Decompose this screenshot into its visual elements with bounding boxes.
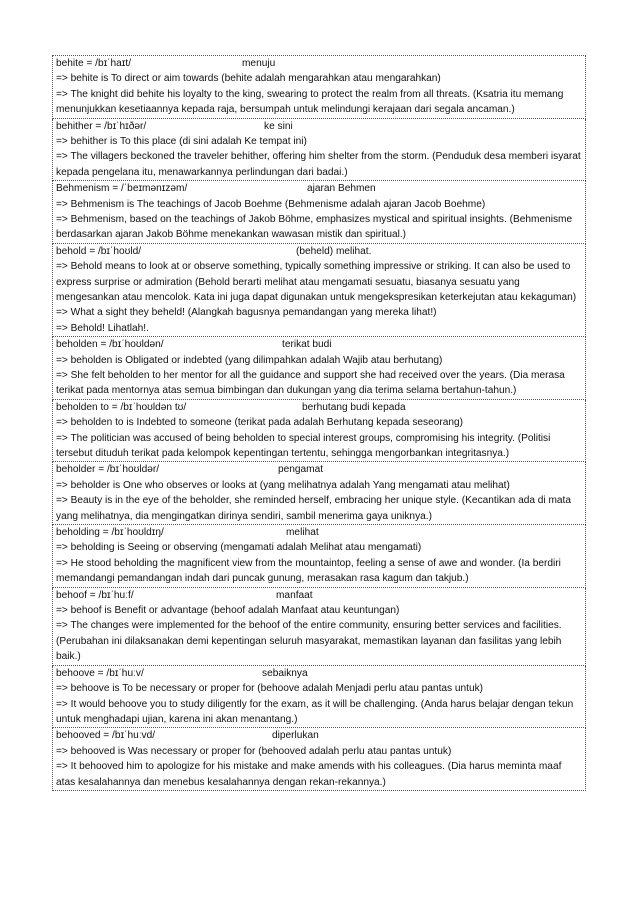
vocabulary-list [52,55,586,791]
definition: => beholding is Seeing or observing (mengamati adalah Melihat atau mengamati) [56,542,422,554]
entry-header [56,244,583,259]
headword: beholding = /bɪˈhoʊldɪŋ/ [56,527,164,539]
headword: beholden to = /bɪˈhoʊldən tʊ/ [56,401,187,413]
entry-beholding [52,525,586,588]
example: => He stood beholding the magnificent view from the mountaintop, feeling a sense of awe and wonder. (Ia berdiri memandangi pemandangan indah dari puncak gunung, merasakan rasa kagum dan takjub.) [56,557,561,585]
example: => The knight did behite his loyalty to the king, swearing to protect the realm from all threats. (Ksatria itu memang menunjukkan kesetiaannya kepada raja, bersumpah untuk melindungi kerajaan dari segala ancaman.) [56,88,564,116]
entry-beholder [52,462,586,525]
entry-header [56,666,583,681]
example: => She felt beholden to her mentor for all the guidance and support she had received over the years. (Dia merasa terikat pada mentornya atas semua bimbingan dan dukungan yang dia terima selama bertahun-tahun.) [56,370,565,397]
translation: ajaran Behmen [307,183,376,195]
definition: => beholden to is Indebted to someone (terikat pada adalah Berhutang kepada seseorang) [56,417,463,429]
headword: behooved = /bɪˈhuːvd/ [56,730,156,742]
translation: diperlukan [272,730,319,742]
example: => It behooved him to apologize for his mistake and make amends with his colleagues. (Dia harus meminta maaf atas kesalahannya dan menebus kesalahannya dengan rekan-rekannya.) [56,761,562,788]
entry-beholden [52,337,586,400]
translation: sebaiknya [262,667,308,679]
example: => What a sight they beheld! (Alangkah bagusnya pemandangan yang mereka lihat!) [56,307,437,319]
translation: terikat budi [282,339,332,351]
definition: => Behmenism is The teachings of Jacob Boehme (Behmenisme adalah ajaran Jacob Boehme) [56,198,486,210]
translation: (beheld) melihat. [296,245,372,257]
translation: pengamat [278,464,324,476]
definition: => behither is To this place (di sini adalah Ke tempat ini) [56,136,307,147]
definition: => behoof is Benefit or advantage (behoof adalah Manfaat atau keuntungan) [56,605,400,617]
entry-header [56,462,583,477]
entry-header [56,56,583,71]
entry-behoof [52,588,586,666]
headword: beholder = /bɪˈhoʊldər/ [56,464,160,476]
entry-header [56,728,583,743]
translation: berhutang budi kepada [302,401,406,413]
definition: => beholder is One who observes or looks at (yang melihatnya adalah Yang mengamati atau melihat) [56,479,510,491]
headword: beholden = /bɪˈhoʊldən/ [56,339,164,351]
definition: => behoove is To be necessary or proper for (behoove adalah Menjadi perlu atau pantas untuk) [56,683,484,695]
entry-behmenism [52,181,586,244]
example: => Behmenism, based on the teachings of Jakob Böhme, emphasizes mystical and spiritual insights. (Behmenisme berdasarkan ajaran Jakob Böhme menekankan wawasan mistik dan spiritual.) [56,214,573,241]
example: => The villagers beckoned the traveler behither, offering him shelter from the storm. (Penduduk desa memberi isyarat kepada pengelana itu, menawarkannya perlindungan dari badai.) [56,151,581,178]
entry-header [56,525,583,540]
entry-header [56,400,583,415]
entry-behold [52,244,586,337]
example: => It would behoove you to study diligently for the exam, as it will be challenging. (Anda harus belajar dengan tekun untuk menghadapi ujian, karena ini akan menantang.) [56,698,574,725]
example: => Beauty is in the eye of the beholder, she reminded herself, embracing her unique style. (Kecantikan ada di mata yang melihatnya, dia mengingatkan dirinya sendiri, sambil menerima gaya uniknya.) [56,495,571,522]
example: => The changes were implemented for the behoof of the entire community, ensuring better services and facilities. (Perubahan ini dilaksanakan demi kepentingan seluruh masyarakat, memastikan layanan dan fasilitas yang lebih baik.) [56,620,562,663]
example: => Behold! Lihatlah!. [56,322,149,334]
headword: behoove = /bɪˈhuːv/ [56,667,144,679]
translation: melihat [286,527,319,539]
translation: menuju [242,58,276,69]
entry-behoove [52,666,586,729]
entry-header [56,119,583,134]
entry-behooved [52,728,586,791]
headword: behold = /bɪˈhoʊld/ [56,245,142,257]
example: => The politician was accused of being beholden to special interest groups, compromising his integrity. (Politisi tersebut dituduh terikat pada kelompok kepentingan tertentu, sehingga mengorbankan integritasnya.) [56,432,551,460]
definition: => behite is To direct or aim towards (behite adalah mengarahkan atau mengarahkan) [56,73,441,85]
translation: manfaat [276,589,313,601]
entry-behite [52,55,586,119]
entry-header [56,181,583,196]
entry-header [56,588,583,603]
definition: => behooved is Was necessary or proper for (behooved adalah perlu atau pantas untuk) [56,745,452,757]
entry-header [56,337,583,352]
headword: behoof = /bɪˈhuːf/ [56,589,134,601]
headword: behite = /bɪˈhaɪt/ [56,58,132,69]
definition: => beholden is Obligated or indebted (yang dilimpahkan adalah Wajib atau berhutang) [56,354,443,366]
headword: behither = /bɪˈhɪðər/ [56,120,147,132]
entry-behither [52,119,586,182]
definition: => Behold means to look at or observe something, typically something impressive or striking. It can also be used to express surprise or admiration (Behold berarti melihat atau mengamati sesuatu, biasanya sesuatu yang mengesankan atau mencolok. Kata ini juga dapat digunakan untuk mengekspresikan keterkejutan atau kekaguman) [56,261,577,304]
entry-beholden-to [52,400,586,463]
translation: ke sini [264,120,293,132]
headword: Behmenism = /ˈbeɪmənɪzəm/ [56,183,188,195]
